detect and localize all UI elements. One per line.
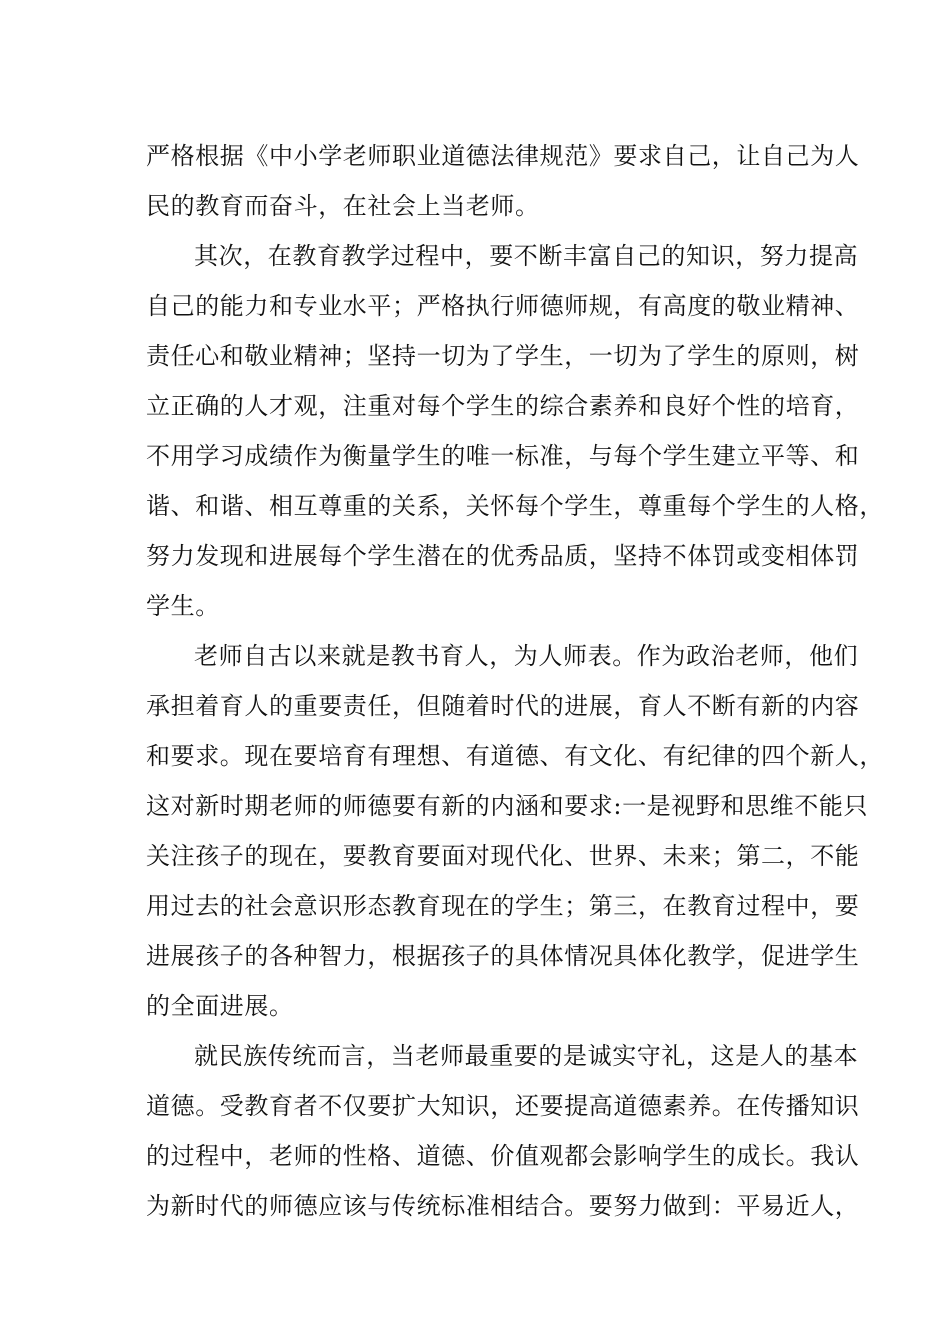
text-line: 关注孩子的现在，要教育要面对现代化、世界、未来；第二，不能 [146,842,860,870]
text-line: 不用学习成绩作为衡量学生的唯一标准，与每个学生建立平等、和 [146,442,860,470]
text-line: 的全面进展。 [146,992,294,1020]
text-line: 责任心和敬业精神；坚持一切为了学生，一切为了学生的原则，树 [146,342,860,370]
text-line: 用过去的社会意识形态教育现在的学生；第三，在教育过程中，要 [146,892,860,920]
body-text [146,131,884,1231]
paragraph [146,1031,860,1231]
text-line: 承担着育人的重要责任，但随着时代的进展，育人不断有新的内容 [146,692,860,720]
text-line: 道德。受教育者不仅要扩大知识，还要提高道德素养。在传播知识 [146,1092,860,1120]
text-line: 这对新时期老师的师德要有新的内涵和要求:一是视野和思维不能只 [146,792,869,820]
text-line: 老师自古以来就是教书育人，为人师表。作为政治老师，他们 [194,642,859,670]
text-line: 立正确的人才观，注重对每个学生的综合素养和良好个性的培育， [146,392,860,420]
paragraph [146,631,884,1031]
text-line: 努力发现和进展每个学生潜在的优秀品质，坚持不体罚或变相体罚 [146,542,860,570]
text-line: 就民族传统而言，当老师最重要的是诚实守礼，这是人的基本 [194,1042,859,1070]
text-line: 和要求。现在要培育有理想、有道德、有文化、有纪律的四个新人， [146,742,884,770]
text-line: 其次，在教育教学过程中，要不断丰富自己的知识，努力提高 [194,242,859,270]
paragraph [146,131,860,231]
text-line: 自己的能力和专业水平；严格执行师德师规，有高度的敬业精神、 [146,292,860,320]
text-line: 谐、和谐、相互尊重的关系，关怀每个学生，尊重每个学生的人格， [146,492,884,520]
text-line: 严格根据《中小学老师职业道德法律规范》要求自己，让自己为人 [146,142,860,170]
text-line: 为新时代的师德应该与传统标准相结合。要努力做到：平易近人， [146,1192,860,1220]
text-line: 的过程中，老师的性格、道德、价值观都会影响学生的成长。我认 [146,1142,860,1170]
text-line: 进展孩子的各种智力，根据孩子的具体情况具体化教学，促进学生 [146,942,860,970]
paragraph [146,231,884,631]
text-line: 学生。 [146,592,220,620]
text-line: 民的教育而奋斗，在社会上当老师。 [146,192,540,220]
